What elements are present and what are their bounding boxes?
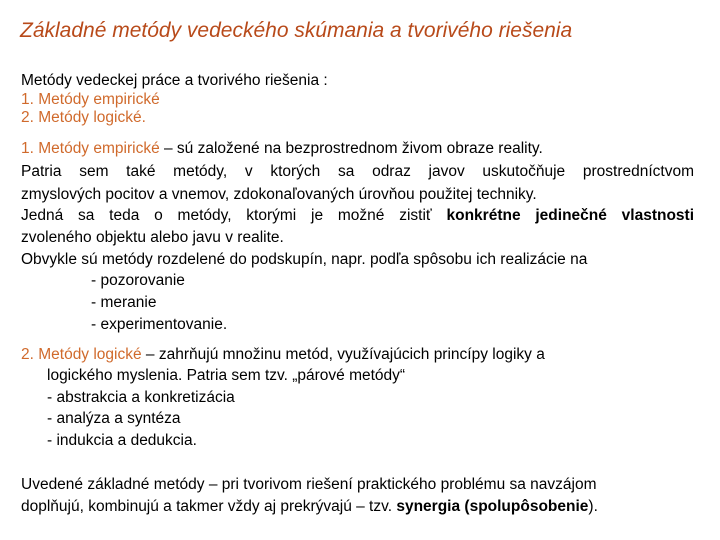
empirical-item-1: - pozorovanie xyxy=(91,272,185,289)
intro-item-empirical: 1. Metódy empirické xyxy=(21,91,160,108)
empirical-l1-rest: – sú založené na bezprostrednom živom obraze reality. xyxy=(159,140,543,157)
empirical-label: 1. Metódy empirické xyxy=(21,140,160,157)
logical-l1-rest: – zahrňujú množinu metód, využívajúcich princípy logiky a xyxy=(141,346,545,363)
empirical-line-3: zmyslových pocitov a vnemov, zdokonaľovaných úrovňou použitej techniky. xyxy=(21,186,537,203)
logical-item-3: - indukcia a dedukcia. xyxy=(47,432,197,449)
logical-label: 2. Metódy logické xyxy=(21,346,142,363)
intro-item-logical: 2. Metódy logické. xyxy=(21,109,146,126)
empirical-line-2: Patria sem také metódy, v ktorých sa odraz javov uskutočňuje prostredníctvom xyxy=(21,163,694,180)
empirical-line-1 xyxy=(21,139,543,158)
empirical-line-6: Obvykle sú metódy rozdelené do podskupín, napr. podľa spôsobu ich realizácie na xyxy=(21,251,588,268)
empirical-line-5: zvoleného objektu alebo javu v realite. xyxy=(21,229,284,246)
logical-line-2: logického myslenia. Patria sem tzv. „párové metódy“ xyxy=(47,367,406,384)
empirical-item-3: - experimentovanie. xyxy=(91,316,228,333)
logical-line-1 xyxy=(21,345,545,364)
conclusion-l2-post: ). xyxy=(588,498,598,515)
conclusion-line-2 xyxy=(21,497,598,516)
logical-item-2: - analýza a syntéza xyxy=(47,410,181,427)
empirical-l4-bold: konkrétne jedinečné vlastnosti xyxy=(446,207,695,224)
page-title: Základné metódy vedeckého skúmania a tvorivého riešenia xyxy=(20,19,573,42)
conclusion-line-1: Uvedené základné metódy – pri tvorivom riešení praktického problému sa navzájom xyxy=(21,476,597,493)
empirical-l4-pre: Jedná sa teda o metódy, ktorými je možné zistiť xyxy=(21,207,447,224)
empirical-line-4 xyxy=(21,206,694,225)
conclusion-l2-pre: doplňujú, kombinujú a takmer vždy aj prekrývajú – tzv. xyxy=(21,498,397,515)
conclusion-l2-bold: synergia (spolupôsobenie xyxy=(396,498,589,515)
intro-lead: Metódy vedeckej práce a tvorivého riešenia : xyxy=(21,72,328,89)
logical-item-1: - abstrakcia a konkretizácia xyxy=(47,389,235,406)
empirical-item-2: - meranie xyxy=(91,294,157,311)
